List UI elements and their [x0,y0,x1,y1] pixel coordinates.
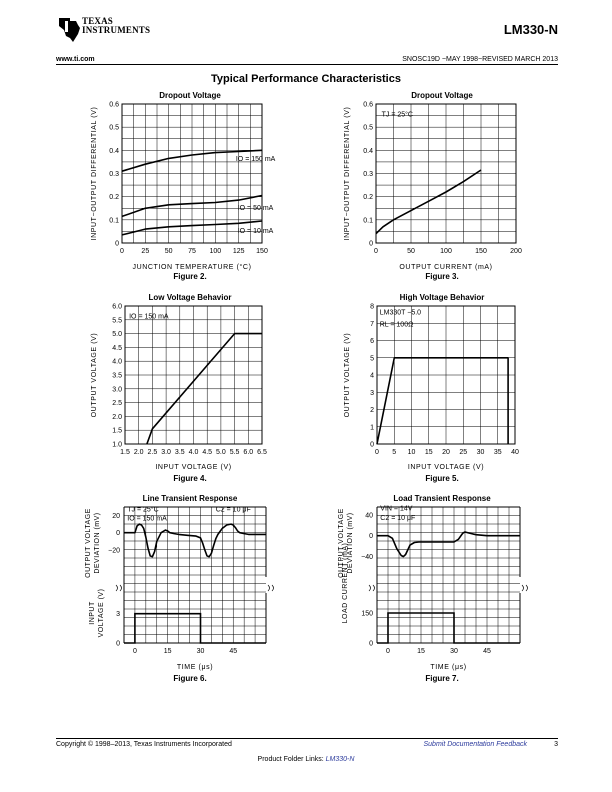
fig4-xtick-label: 4.5 [202,449,213,456]
fig4-ytick-label: 1.5 [112,427,122,435]
fig4-xtick-label: 1.5 [120,449,130,456]
fig5-ytick-label: 8 [370,303,374,311]
fig5-title: High Voltage Behavior [399,293,485,302]
fig7-ytick-label-top: −40 [361,554,373,562]
fig4-ytick-label: 3.0 [112,386,122,394]
fig2-ytick-label: 0.2 [109,194,119,202]
fig5-ytick-label: 7 [370,320,374,328]
fig4-xtick-label: 5.5 [229,449,240,456]
fig6-ytick-label-top: 20 [112,513,120,521]
fig4-xtick-label: 4.0 [188,449,199,456]
fig6-bottom-series-line [124,614,266,643]
fig5-ytick-label: 5 [370,355,374,363]
fig3-xlabel: OUTPUT CURRENT (mA) [399,264,493,271]
company-name-line1: TEXAS [82,16,114,26]
fig3-xtick-label: 150 [475,248,487,255]
fig2-annotation: IO = 50 mA [237,205,274,213]
fig6-axis-break-left [116,585,122,591]
fig2-xtick-label: 25 [141,248,150,255]
fig4-ytick-label: 5.5 [112,317,122,325]
fig6-ytick-label-bottom: 0 [116,640,120,648]
fig4-xtick-label: 2.5 [147,449,158,456]
fig5-ytick-label: 4 [370,372,374,380]
fig4-xtick-label: 3.0 [161,449,171,456]
fig4-xtick-label: 6.0 [243,449,254,456]
fig3-annotation: TJ = 25°C [381,111,414,119]
footer-divider [56,738,558,739]
fig2-title: Dropout Voltage [159,91,221,100]
fig5-xtick-label: 0 [375,449,379,456]
fig5-ytick-label: 0 [370,441,374,449]
fig7-annotation: VIN = 14V [380,505,413,513]
fig2-ytick-label: 0.5 [109,124,119,132]
fig3-title: Dropout Voltage [411,91,473,100]
fig4-ytick-label: 1.0 [112,441,122,449]
fig7-xlabel: TIME (μs) [430,664,467,671]
fig2-xtick-label: 0 [120,248,124,255]
fig5-annotation: RL = 100Ω [379,321,414,329]
fig2-ytick-label: 0 [115,240,119,248]
fig7-ytick-label-top: 40 [365,512,373,520]
fig3-xtick-label: 50 [407,248,415,255]
fig6-caption: Figure 6. [173,674,207,683]
fig2-xtick-label: 150 [256,248,268,255]
fig6-xlabel: TIME (μs) [176,664,214,671]
page-number: 3 [554,741,558,748]
section-title: Typical Performance Characteristics [211,73,401,85]
fig7-xtick-label: 0 [386,648,390,655]
fig3-ytick-label: 0 [369,240,373,248]
company-name-line2: INSTRUMENTS [82,25,151,35]
fig7-caption: Figure 7. [425,674,459,683]
fig2-ytick-label: 0.1 [109,217,119,225]
fig4-xtick-label: 3.5 [174,449,185,456]
fig6-ylabel-bottom: INPUT VOLTAGE (V) [89,588,105,638]
fig4-ytick-label: 2.0 [112,413,122,421]
fig4-annotation: IO = 150 mA [129,313,169,321]
fig2-xlabel: JUNCTION TEMPERATURE (°C) [132,264,252,271]
fig4-title: Low Voltage Behavior [148,293,232,302]
fig6-xtick-label: 0 [132,648,137,655]
fig6-title: Line Transient Response [142,494,238,503]
fig6-xtick-label: 45 [229,648,238,655]
fig3-ytick-label: 0.2 [363,194,373,202]
fig7-xtick-label: 45 [483,648,491,655]
fig3-caption: Figure 3. [425,272,459,281]
fig2-xtick-label: 100 [209,248,222,255]
fig7-ytick-label-bottom: 0 [369,640,373,648]
fig3-ytick-label: 0.3 [363,171,373,178]
fig4-xtick-label: 6.5 [257,449,267,456]
fig3-xtick-label: 200 [510,248,522,255]
fig5-ytick-label: 2 [370,407,374,414]
fig5-series-line [377,358,508,444]
fig5-xtick-label: 15 [424,449,433,456]
fig7-ytick-label-bottom: 150 [361,610,373,618]
fig6-top-series-line [124,524,266,557]
fig5-xtick-label: 25 [459,449,468,456]
fig4-ytick-label: 2.5 [112,400,122,408]
fig7-top-series-line [377,532,520,557]
fig3-ytick-label: 0.6 [363,101,373,109]
fig6-xtick-label: 30 [196,648,205,655]
fig4-xtick-label: 5.0 [216,449,226,456]
fig7-axis-break-left [369,585,375,591]
fig7-annotation: C2 = 10 μF [380,515,416,523]
fig7-ylabel-bottom: LOAD CURRENT (mA) [342,542,349,624]
fig4-ytick-label: 4.5 [112,344,122,352]
fig2-xtick-label: 50 [164,248,173,255]
product-folder-link[interactable]: LM330-N [325,756,355,763]
fig5-xlabel: INPUT VOLTAGE (V) [407,464,485,471]
fig5-xtick-label: 40 [511,449,519,456]
fig2-ytick-label: 0.4 [109,147,119,155]
fig4-ylabel: OUTPUT VOLTAGE (V) [91,332,98,418]
fig4-ytick-label: 6.0 [112,303,122,311]
fig6-annotation: C2 = 10 μF [215,506,251,514]
fig5-annotation: LM330T −5.0 [379,309,422,317]
fig6-xtick-label: 15 [163,648,172,655]
fig6-annotation: TJ = 25°C [127,506,159,514]
fig5-ytick-label: 6 [370,338,374,345]
fig2-annotation: IO = 150 mA [235,155,276,163]
fig4-xlabel: INPUT VOLTAGE (V) [155,464,232,471]
fig5-xtick-label: 35 [493,449,502,456]
site-url-link[interactable]: www.ti.com [56,56,95,63]
fig4-ytick-label: 5.0 [112,331,122,339]
fig2-ytick-label: 0.6 [109,101,119,109]
folder-prefix: Product Folder Links: [257,756,326,763]
fig2-caption: Figure 2. [173,272,207,281]
fig6-ytick-label-top: 0 [116,530,120,538]
fig5-xtick-label: 30 [476,449,485,456]
copyright: Copyright © 1998–2013, Texas Instruments Incorporated [56,741,232,748]
fig6-axis-break-right [268,585,274,591]
fig3-xtick-label: 0 [374,248,378,255]
fig5-ylabel: OUTPUT VOLTAGE (V) [344,332,351,418]
fig5-xtick-label: 20 [442,449,450,456]
fig3-ytick-label: 0.5 [363,124,373,132]
document-id: SNOSC19D −MAY 1998−REVISED MARCH 2013 [402,56,558,63]
fig3-ylabel: INPUT−OUTPUT DIFFERENTIAL (V) [344,106,351,241]
fig2-ylabel: INPUT−OUTPUT DIFFERENTIAL (V) [91,106,98,241]
fig3-ytick-label: 0.1 [363,217,373,225]
fig6-ylabel-top: OUTPUT VOLTAGE DEVIATION (mV) [85,508,101,578]
fig3-ytick-label: 0.4 [363,147,373,155]
fig4-ytick-label: 3.5 [112,372,122,380]
fig5-caption: Figure 5. [425,474,459,483]
fig7-xtick-label: 15 [417,648,425,655]
fig2-annotation: IO = 10 mA [237,228,274,236]
fig2-xtick-label: 125 [232,248,245,255]
fig5-xtick-label: 5 [392,449,397,456]
fig2-xtick-label: 75 [188,248,196,255]
fig6-annotation: IO = 150 mA [127,515,167,523]
product-folder-links [0,756,612,763]
fig3-xtick-label: 100 [440,248,452,255]
part-number: LM330-N [503,22,558,37]
fig5-ytick-label: 3 [370,389,374,397]
fig6-ytick-label-top: −20 [108,547,120,555]
fig7-axis-break-right [522,585,528,591]
feedback-link[interactable]: Submit Documentation Feedback [423,741,527,748]
fig7-title: Load Transient Response [393,494,491,503]
fig2-ytick-label: 0.3 [109,171,119,178]
fig6-ytick-label-bottom: 3 [116,611,120,619]
fig4-xtick-label: 2.0 [133,449,144,456]
fig4-ytick-label: 4.0 [112,358,122,366]
fig7-xtick-label: 30 [450,648,458,655]
fig7-ytick-label-top: 0 [369,533,373,541]
fig5-xtick-label: 10 [407,449,416,456]
fig7-ylabel-top: OUTPUT VOLTAGE DEVIATION (mV) [338,508,354,578]
fig5-ytick-label: 1 [370,424,374,432]
fig4-caption: Figure 4. [173,474,207,483]
